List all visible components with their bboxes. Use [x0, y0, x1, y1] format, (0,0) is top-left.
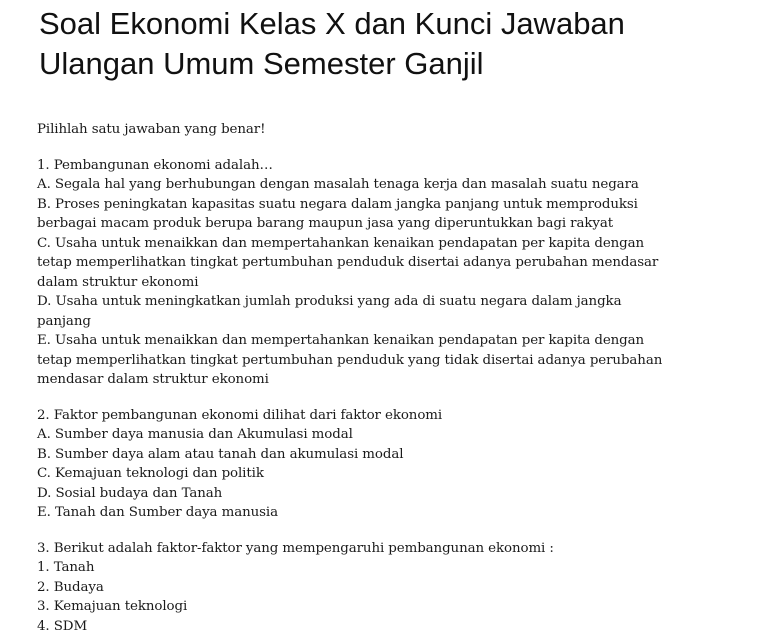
title-line-1: Soal Ekonomi Kelas X dan Kunci Jawaban [39, 4, 625, 44]
question-2 [37, 406, 757, 523]
question-1-option-e-line-1: E. Usaha untuk menaikkan dan mempertahankan kenaikan pendapatan per kapita dengan [37, 331, 757, 351]
question-3-text: 3. Berikut adalah faktor-faktor yang mempengaruhi pembangunan ekonomi : [37, 539, 757, 559]
question-1-option-c-line-2: tetap memperlihatkan tingkat pertumbuhan penduduk disertai adanya perubahan mendasar [37, 253, 757, 273]
question-3-list-item: 2. Budaya [37, 578, 757, 598]
question-1 [37, 156, 757, 390]
question-2-option-a: A. Sumber daya manusia dan Akumulasi modal [37, 425, 757, 445]
question-1-option-c-line-1: C. Usaha untuk menaikkan dan mempertahankan kenaikan pendapatan per kapita dengan [37, 234, 757, 254]
question-2-text: 2. Faktor pembangunan ekonomi dilihat dari faktor ekonomi [37, 406, 757, 426]
question-2-option-b: B. Sumber daya alam atau tanah dan akumulasi modal [37, 445, 757, 465]
question-1-option-e-line-2: tetap memperlihatkan tingkat pertumbuhan penduduk yang tidak disertai adanya perubahan [37, 351, 757, 371]
question-1-option-b-line-1: B. Proses peningkatan kapasitas suatu negara dalam jangka panjang untuk memproduksi [37, 195, 757, 215]
page-title [39, 4, 625, 84]
question-1-text: 1. Pembangunan ekonomi adalah… [37, 156, 757, 176]
question-2-option-d: D. Sosial budaya dan Tanah [37, 484, 757, 504]
question-3-list-item: 1. Tanah [37, 558, 757, 578]
question-2-option-c: C. Kemajuan teknologi dan politik [37, 464, 757, 484]
question-2-option-e: E. Tanah dan Sumber daya manusia [37, 503, 757, 523]
question-1-option-e-line-3: mendasar dalam struktur ekonomi [37, 370, 757, 390]
question-3-list-item: 3. Kemajuan teknologi [37, 597, 757, 617]
question-1-option-a: A. Segala hal yang berhubungan dengan masalah tenaga kerja dan masalah suatu negara [37, 175, 757, 195]
spacer [37, 140, 757, 156]
question-1-option-d-line-1: D. Usaha untuk meningkatkan jumlah produksi yang ada di suatu negara dalam jangka [37, 292, 757, 312]
question-3-list-item: 4. SDM [37, 617, 757, 636]
question-1-option-c-line-3: dalam struktur ekonomi [37, 273, 757, 293]
spacer [37, 523, 757, 539]
spacer [37, 390, 757, 406]
question-3 [37, 539, 757, 636]
article-body [37, 120, 757, 636]
question-1-option-d-line-2: panjang [37, 312, 757, 332]
title-line-2: Ulangan Umum Semester Ganjil [39, 44, 625, 84]
question-1-option-b-line-2: berbagai macam produk berupa barang maupun jasa yang diperuntukkan bagi rakyat [37, 214, 757, 234]
instruction-text: Pilihlah satu jawaban yang benar! [37, 120, 757, 140]
